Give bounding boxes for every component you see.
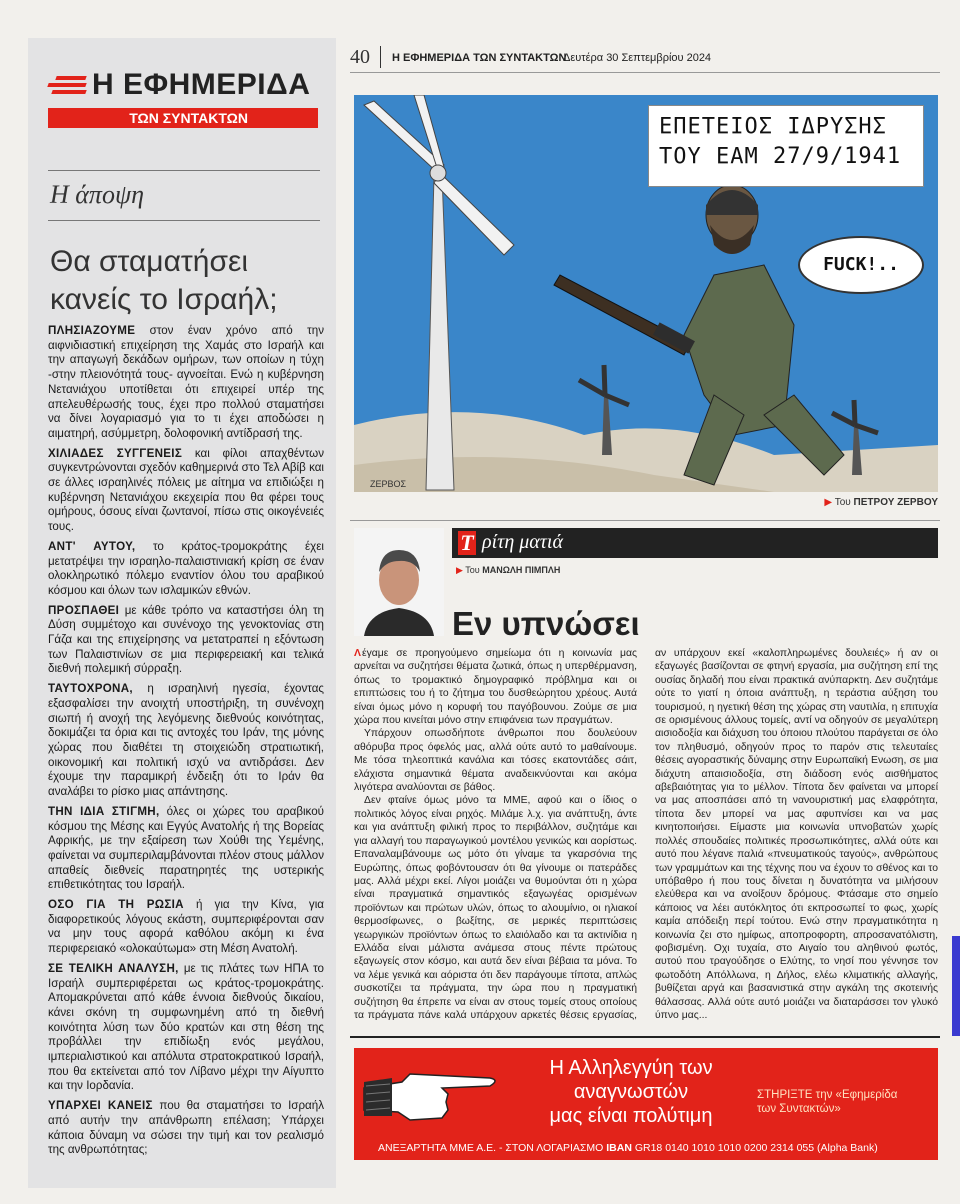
rubric-initial: Τ (458, 531, 476, 555)
editorial-paragraph: ΑΝΤ' ΑΥΤΟΥ, το κράτος-τρομοκράτης έχει μετατρέψει την ισραηλο-παλαιστινιακή κρίση σε έναν ολοκληρωτικό πόλεμο εναντίον όλου του αραβικού κόσμου και όλων των ισλαμικών εθνών. (48, 539, 324, 597)
column-paragraph: Υπάρχουν οπωσδήποτε άνθρωποι που δουλεύουν αθόρυβα προς όφελός μας, αλλά ούτε αυτό το μαθαίνουμε. Με τόσα τηλεοπτικά κανάλια και τόσες εκατοντάδες σάιτ, ελάχιστα σημαντικά θέματα αναδεικνύονται και ακόμα λιγότερα αναλύονται σε βάθος. (354, 728, 637, 794)
header-rule (350, 72, 940, 73)
solidarity-ad[interactable] (354, 1048, 938, 1160)
column-paragraph: Λ έγαμε σε προηγούμενο σημείωμα ότι η κοινωνία μας αρνείται να συζητήσει θέματα ζωτικά, όπως η υπερθέρμανση, όπως το τρομακτικό δημογραφικό πρόβλημα και οι επιπτώσεις του ή το ζήτημα του δυσθεώρητου χρέους. Αυτά είναι όμως μόνο η κορυφή του παγόβουνου. Ζούμε σε μια χώρα που κινείται μόνο στην επιφάνεια των πραγμάτων. (354, 648, 637, 727)
header-date: Δευτέρα 30 Σεπτεμβρίου 2024 (563, 52, 712, 64)
editorial-paragraph: ΤΗΝ ΙΔΙΑ ΣΤΙΓΜΗ, όλες οι χώρες του αραβικού κόσμου της Μέσης και Εγγύς Ανατολής ή της Βορείας Αφρικής, με την εξαίρεση των Χούθι της Υεμένης, φαίνεται να συμπεριλαμβάνονται πλέον στους μάλλον απαθείς διεθνείς παρατηρητές της υστερικής επιθετικότητας του Ισραήλ. (48, 804, 325, 892)
logo-main-text: Η ΕΦΗΜΕΡΙΔΑ (92, 68, 311, 101)
newspaper-logo[interactable] (48, 68, 318, 144)
pointing-hand-icon (362, 1058, 504, 1128)
column-rule (350, 520, 940, 521)
editorial-title: Θα σταματήσει κανείς το Ισραήλ; (50, 245, 278, 316)
editorial-paragraph: ΤΑΥΤΟΧΡΟΝΑ, η ισραηλινή ηγεσία, έχοντας εξασφαλίσει την ανοιχτή υποστήριξη, τη συνένοχη σιωπή ή ανοχή της λεγόμενης διεθνούς κοινότητας, δοκιμάζει τα όρια και τις αντοχές του Ιράν, της μόνης χώρας που διαθέτει τη στοιχειώδη στρατιωτική, οικονομική και πολιτική ισχύ να αντιδράσει. Δεν έχουμε την παραμικρή ένδειξη ότι το Ιράν θα αναλάβει το ρίσκο μιας απάντησης. (48, 682, 324, 799)
editorial-body (48, 324, 324, 1163)
logo-sub-text: ΤΩΝ ΣΥΝΤΑΚΤΩΝ (48, 108, 318, 128)
column-body (354, 647, 938, 1027)
ad-title-line2: μας είναι πολύτιμη (549, 1105, 713, 1127)
column-title: Εν υπνώσει (452, 605, 640, 642)
editorial-paragraph: ΥΠΑΡΧΕΙ ΚΑΝΕΙΣ που θα σταματήσει το Ισραήλ από αυτήν την απάνθρωπη επέλαση; Υπάρχει κάποια δύναμη να σώσει την τιμή και τον ρεαλισμό της ανθρωπότητας; (48, 1099, 324, 1157)
header-paper-name: Η ΕΦΗΜΕΡΙΔΑ ΤΩΝ ΣΥΝΤΑΚΤΩΝ (392, 52, 567, 64)
triangle-icon: ▶ (824, 497, 833, 508)
column-author: ▶ Του ΜΑΝΩΛΗ ΠΙΜΠΛΗ (456, 565, 561, 575)
cartoon-caption-line1: ΕΠΕΤΕΙΟΣ ΙΔΡΥΣΗΣ (659, 114, 887, 139)
section-divider-bottom (48, 220, 320, 221)
speech-bubble: FUCK!.. (798, 236, 924, 294)
editorial-paragraph: ΟΣΟ ΓΙΑ ΤΗ ΡΩΣΙΑ ή για την Κίνα, για διαφορετικούς λόγους εκάστη, συμπεριφέρονται σαν να μην τους αφορά καθόλου ακόμη κι ένα περιφερειακό «ολοκαύτωμα» στη Μέση Ανατολή. (48, 898, 324, 956)
editorial-paragraph: ΠΛΗΣΙΑΖΟΥΜΕ στον έναν χρόνο από την αιφνιδιαστική επιχείρηση της Χαμάς στο Ισραήλ και την απαγωγή δεκάδων ομήρων, των οποίων η τύχη -στην πλειονότητά τους- αγνοείται. Ενώ η κυβέρνηση Νετανιάχου υποτίθεται ότι επιχειρεί υπέρ της απελευθέρωσής τους, έχει προ πολλού σταματήσει να δίνει λογαριασμό για το τι έχει αποδώσει η αιματηρή, ασύμμετρη, δολοφονική αντίδρασή της. (48, 324, 324, 440)
column-paragraph: Δεν φταίνε όμως μόνο τα ΜΜΕ, αφού και ο ίδιος ο πολιτικός λόγος είναι ρηχός. Μιλάμε λ.χ. για ανάπτυξη, άντε και για ανάπτυξη φιλική προς το περιβάλλον, συζητάμε και για αλλαγή του παραγωγικού μοντέλου γενικώς και αορίστως. Επαναλαμβάνουμε ως μότο ότι γίναμε τα γκαρσόνια της Ευρώπης, όπως φοβόντουσαν ότι θα γίνουμε οι πατεράδες μας. Αλλά μέχρι εκεί. Λίγοι μοιάζει να θυμούνται ότι η χώρα είναι πραγματικά σημαντικός εξαγωγέας ορισμένων προϊόντων και πρώτων υλών, όπως το αλουμίνιο, οι ηλιακοί θερμοσίφωνες, ο βωξίτης, σε μερικές περιπτώσεις γεωργικών προϊόντων όπως το ελαιόλαδο και τα ακτινίδια η Ελλάδα είναι μάλιστα ανάμεσα στους πέντε πρώτους εξαγωγείς στον κόσμο, και αυτά δεν είναι βέβαια τα μόνα. Το να λέμε γενικά και αόριστα ότι δεν παράγουμε τίποτα, απλώς συσκοτίζει τα πράγματα, την ώρα που η πραγματική συζήτηση θα έπρεπε να είναι αν στους τομείς στους οποίους τα πράγματα πάνε καλά υπάρχουν αρκετές θέσεις εργασίας, αν υπάρχουν εκεί «καλοπληρωμένες δουλειές» ή αν οι εξαγωγές βασίζονται σε φτηνή εργασία, μια συζήτηση επί της ουσίας δηλαδή που είναι πρακτικά ανύπαρκτη. Δεν συζητάμε ούτε το γιατί η όποια ανάπτυξη, η τεράστια αύξηση του τουρισμού, η ηγετική θέση της χώρας στη ναυτιλία, η επιτυχία σε ορισμένους άλλους τομείς, αντί να οδηγούν σε μεγαλύτερη αισιοδοξία και διάχυση του όποιου πλούτου παράγεται σε όλο τον πληθυσμό, οδηγούν προς το παρόν στις τελευταίες θέσεις αγοραστικής δύναμης στην Ευρωπαϊκή Ενωση, σε μια διάχυτη απαισιοδοξία, στη διάδοση ενός αισθήματος αβεβαιότητας για το μέλλον. Τίποτα δεν φαίνεται να μπορεί να μας αποσπάσει από τη νανουριστική μας ελαφρότητα, τίποτα δεν μπορεί να μας αφυπνίσει και να μας κινητοποιήσει. Είμαστε μια κοινωνία υπνοβατών χωρίς πολλές σπουδαίες πολιτικές προσωπικότητες, αλλά ούτε και αυτό που λέγανε παλιά «πνευματικούς ταγούς», ανθρώπους των γραμμάτων και της τέχνης που να έχουν το σθένος και το υπόβαθρο ή που τους δίνεται η δυνατότητα να μιλήσουν ελεύθερα και να ανοίξουν δρόμους. Φτάσαμε στο σημείο κάποιος να λέει αυτόκλητος ότι εκπροσωπεί το φως, χωρίς καμία απόδειξη περί τούτου. Ενώ στην πραγματικότητα η κοινωνία ζει στο ημίφως, αποπροφορτη, απροσανατόλιστη, φοβισμένη. Οχι τυχαία, στο Αιγαίο του αληθινού φωτός, αυτού που τραγούδησε ο Ελύτης, το νησί που γέννησε τον φωτοδότη Απόλλωνα, η Δήλος, ελέω κλιματικής αλλαγής, βυθίζεται αργά και βασανιστικά στην αγκάλη της σκοτεινής θάλασσας. Αλλά ούτε αυτό μοιάζει να διαταράσσει τον γλυκό ύπνο μας... (354, 648, 938, 1021)
column-end-rule (350, 1036, 940, 1038)
section-divider-top (48, 170, 320, 171)
cartoon-caption (648, 105, 924, 187)
logo-stripes-icon (48, 76, 90, 102)
rubric-title: ρίτη ματιά (482, 531, 563, 553)
editorial-paragraph: ΠΡΟΣΠΑΘΕΙ με κάθε τρόπο να καταστήσει όλη τη Δύση συμμέτοχο και συνένοχο της γενοκτονίας στη Γάζα και της επιχείρησης να μετατραπεί η εξόντωση των Παλαιστινίων σε μια περιφερειακή και τελικά διεθνή πολεμική σύρραξη. (48, 603, 324, 676)
ad-title-line1: Η Αλληλεγγύη των αναγνωστών (549, 1057, 713, 1103)
editorial-paragraph: ΣΕ ΤΕΛΙΚΗ ΑΝΑΛΥΣΗ, με τις πλάτες των ΗΠΑ το Ισραήλ συμπεριφέρεται ως κράτος-τρομοκράτης. Απομακρύνεται από κάθε έννοια διεθνούς δικαίου, κάνει σκόνη τη συμφωνημένη από τη διεθνή κοινότητα λύση των δύο κρατών και στη θέση της προβάλλει την επιδίωξη ενός μεγάλου, ιμπεριαλιστικού και απόλυτα στρατοκρατικού Ισραήλ, που θα εκτείνεται από τον Λίβανο μέχρι την Αίγυπτο και την Ιορδανία. (48, 961, 324, 1093)
page-number: 40 (350, 46, 370, 68)
column-rubric (452, 528, 938, 558)
header-divider (380, 46, 381, 68)
author-photo (354, 528, 444, 636)
editorial-paragraph: ΧΙΛΙΑΔΕΣ ΣΥΓΓΕΝΕΙΣ και φίλοι απαχθέντων συγκεντρώνονται σχεδόν καθημερινά στο Τελ Αβίβ και σε άλλες ισραηλινές πόλεις με αίτημα να επιδιώξει η κυβέρνηση Νετανιάχου εκεχειρία που θα φέρει τους ομήρους, όσους είναι ζωντανοί, πίσω στις οικογένειές τους. (48, 446, 324, 534)
ad-title (496, 1056, 766, 1128)
ad-support-text: ΣΤΗΡΙΞΤΕ την «Εφημερίδα των Συντακτών» (757, 1089, 898, 1115)
ad-iban[interactable]: ΑΝΕΞΑΡΤΗΤΑ ΜΜΕ Α.Ε. - ΣΤΟΝ ΛΟΓΑΡΙΑΣΜΟ IBAN GR18 0140 1010 1010 0200 2314 055 (Alpha Bank) (378, 1142, 878, 1154)
section-label: Η άποψη (50, 180, 144, 209)
cartoon-credit: ▶ Του ΠΕΤΡΟΥ ΖΕΡΒΟΥ (824, 497, 938, 508)
dropcap: Λ (354, 648, 361, 659)
author-portrait-icon (354, 528, 444, 636)
editorial-column (28, 38, 336, 1188)
cartoon-signature: ΖΕΡΒΟΣ (370, 479, 407, 489)
triangle-icon: ▶ (456, 565, 463, 575)
page-edge-tab (952, 936, 960, 1036)
cartoon-caption-line2: ΤΟΥ ΕΑΜ 27/9/1941 (659, 144, 902, 169)
